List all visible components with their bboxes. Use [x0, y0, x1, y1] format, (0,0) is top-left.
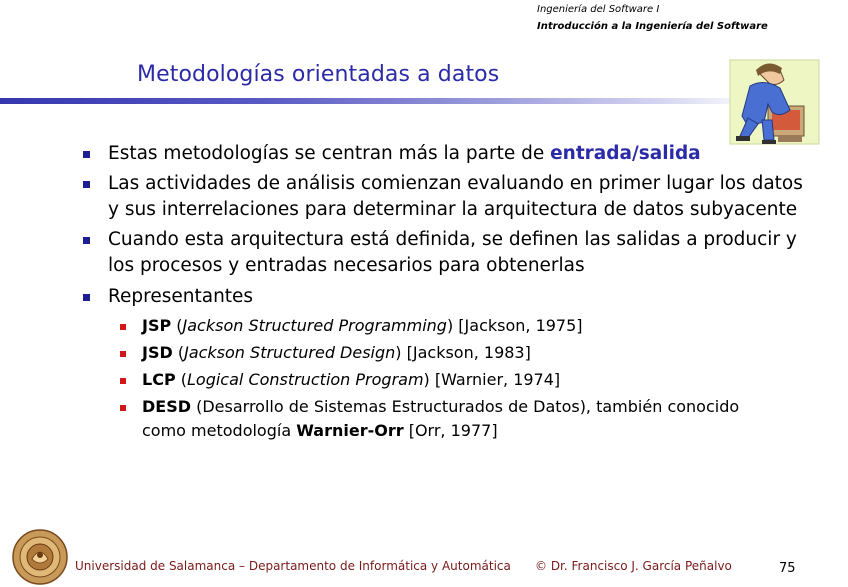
bullet-marker: [83, 237, 90, 244]
sub-bullet-4-ref: [Orr, 1977]: [403, 421, 498, 440]
bullet-marker: [83, 294, 90, 301]
bullet-1-text: Estas metodologías se centran más la parte de: [108, 143, 551, 164]
university-seal-icon: [12, 529, 68, 585]
sub-bullet-1: [142, 315, 583, 337]
sub-bullet-1-acronym: JSP: [142, 316, 172, 335]
sub-bullet-3-paren: (: [175, 370, 187, 389]
sub-bullet-marker: [120, 405, 126, 411]
course-name: Ingeniería del Software I: [537, 4, 660, 15]
bullet-3-line-1: Cuando esta arquitectura está definida, se definen las salidas a producir y: [108, 229, 797, 250]
sub-bullet-4-line-2: [142, 420, 498, 442]
sub-bullet-4-desc: (Desarrollo de Sistemas Estructurados de Datos), también conocido: [191, 397, 740, 416]
page-number: 75: [779, 561, 796, 576]
title-underline: [0, 98, 760, 104]
sub-bullet-2-acronym: JSD: [142, 343, 173, 362]
sub-bullet-1-ref: ) [Jackson, 1975]: [446, 316, 583, 335]
sub-bullet-4-prefix: como metodología: [142, 421, 297, 440]
sub-bullet-4-line-1: [142, 396, 739, 418]
sub-bullet-3-name: Logical Construction Program: [187, 370, 424, 389]
sub-bullet-2: [142, 342, 531, 364]
sub-bullet-marker: [120, 378, 126, 384]
bullet-2-line-2: y sus interrelaciones para determinar la arquitectura de datos subyacente: [108, 199, 798, 220]
footer-university: Universidad de Salamanca – Departamento de Informática y Automática: [75, 559, 511, 573]
sub-bullet-3-acronym: LCP: [142, 370, 176, 389]
sub-bullet-marker: [120, 351, 126, 357]
sub-bullet-3: [142, 369, 560, 391]
sub-bullet-2-paren: (: [172, 343, 185, 362]
bullet-marker: [83, 151, 90, 158]
bullet-1-highlight: entrada/salida: [550, 143, 701, 164]
bullet-2-line-1: Las actividades de análisis comienzan evaluando en primer lugar los datos: [108, 173, 803, 194]
sub-bullet-marker: [120, 324, 126, 330]
person-at-computer-clipart-icon: [728, 58, 821, 146]
sub-bullet-1-paren: (: [171, 316, 183, 335]
bullet-4: Representantes: [108, 286, 254, 307]
sub-bullet-3-ref: ) [Warnier, 1974]: [423, 370, 561, 389]
bullet-3-line-2: los procesos y entradas necesarios para obtenerlas: [108, 255, 585, 276]
sub-bullet-2-ref: ) [Jackson, 1983]: [395, 343, 531, 362]
sub-bullet-4-method: Warnier-Orr: [296, 421, 404, 440]
slide-title: Metodologías orientadas a datos: [137, 62, 500, 87]
bullet-1: [108, 141, 701, 167]
footer-author: © Dr. Francisco J. García Peñalvo: [535, 559, 732, 573]
sub-bullet-4-acronym: DESD: [142, 397, 192, 416]
sub-bullet-1-name: Jackson Structured Programming: [182, 316, 447, 335]
course-subtitle: Introducción a la Ingeniería del Software: [537, 21, 768, 32]
sub-bullet-2-name: Jackson Structured Design: [184, 343, 396, 362]
bullet-marker: [83, 181, 90, 188]
